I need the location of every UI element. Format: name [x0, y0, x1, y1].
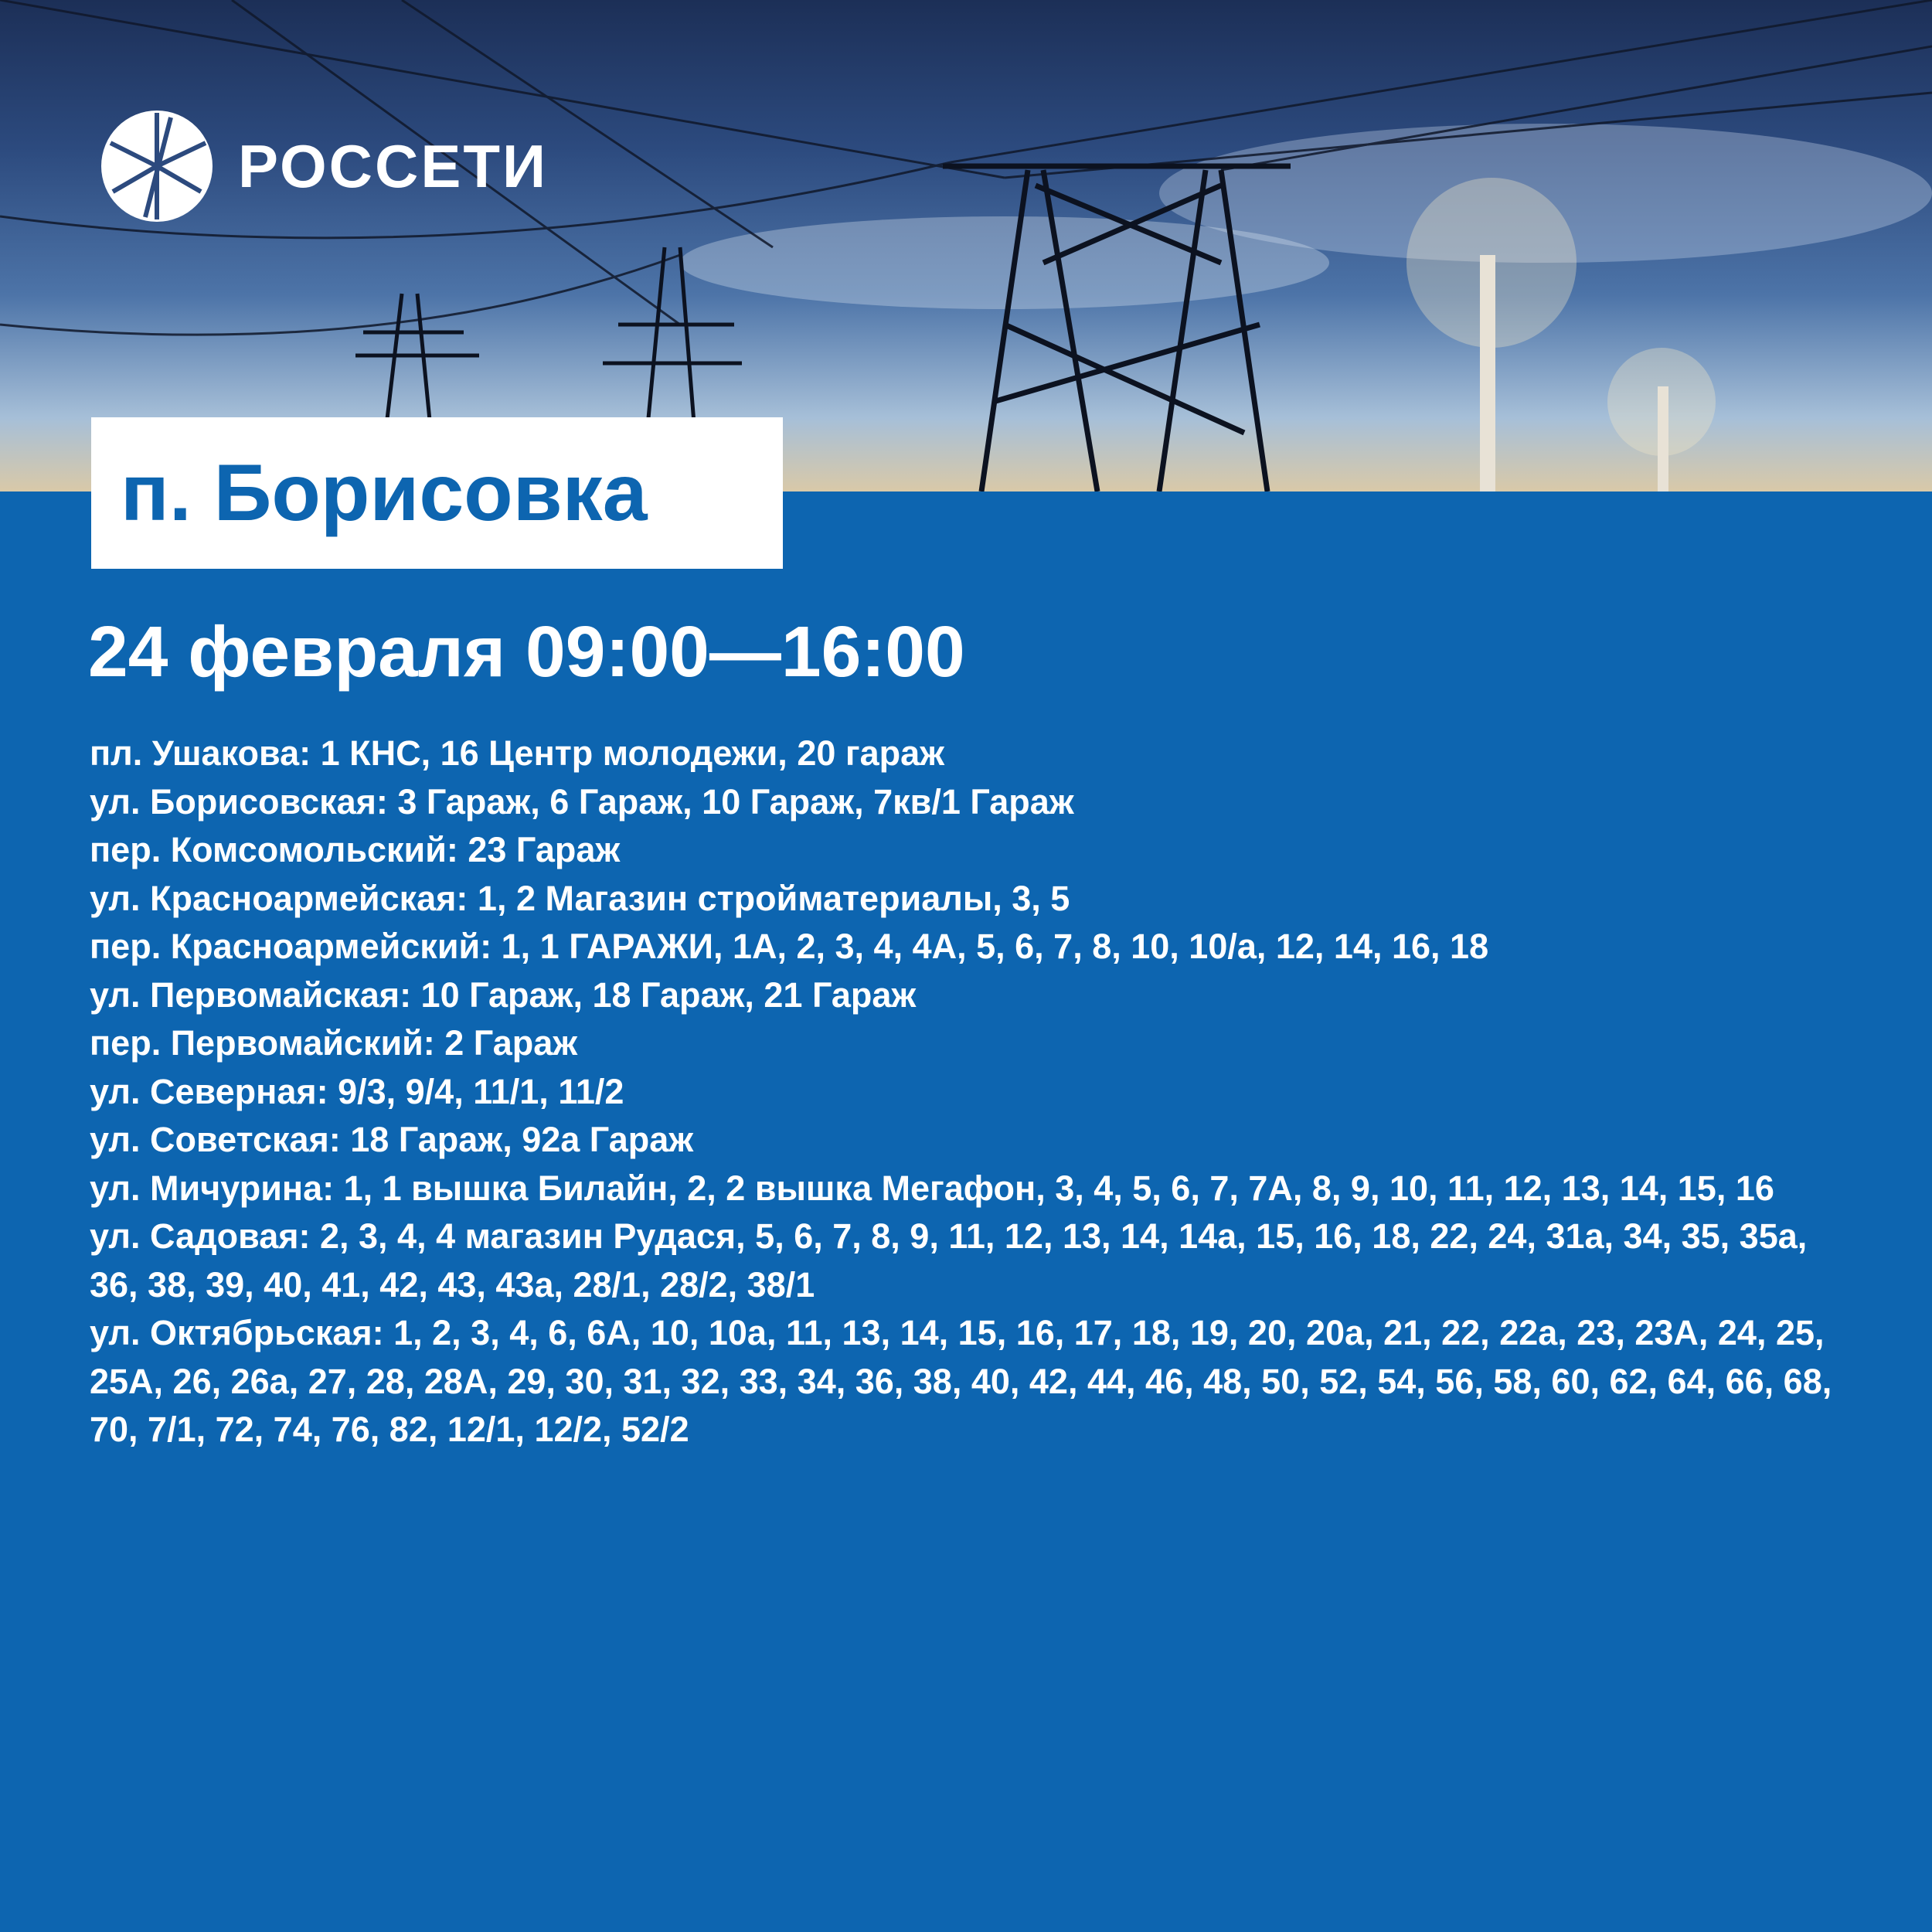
place-title-box [91, 417, 783, 569]
address-item: ул. Первомайская: 10 Гараж, 18 Гараж, 21 Гараж [90, 975, 917, 1015]
address-item: ул. Садовая: 2, 3, 4, 4 магазин Рудася, 5, 6, 7, 8, 9, 11, 12, 13, 14, 14а, 15, 16, 18, 22, 24, 31а, 34, 35, 35а, 36, 38, 39, 40, 41, 42, 43, 43а, 28/1, 28/2, 38/1 [90, 1216, 1808, 1304]
rosseti-logo-icon [99, 108, 215, 224]
address-list [90, 730, 1852, 1454]
address-item: ул. Северная: 9/3, 9/4, 11/1, 11/2 [90, 1071, 624, 1111]
address-item: пер. Красноармейский: 1, 1 ГАРАЖИ, 1А, 2, 3, 4, 4А, 5, 6, 7, 8, 10, 10/а, 12, 14, 16, 18 [90, 927, 1489, 966]
outage-date-time: 24 февраля 09:00—16:00 [88, 611, 965, 692]
address-item: пл. Ушакова: 1 КНС, 16 Центр молодежи, 20 гараж [90, 733, 945, 773]
address-item: ул. Мичурина: 1, 1 вышка Билайн, 2, 2 вышка Мегафон, 3, 4, 5, 6, 7, 7А, 8, 9, 10, 11, 12, 13, 14, 15, 16 [90, 1168, 1774, 1208]
brand-logo [99, 108, 548, 224]
address-item: пер. Комсомольский: 23 Гараж [90, 830, 621, 869]
place-title: п. Борисовка [121, 447, 648, 538]
address-item: пер. Первомайский: 2 Гараж [90, 1023, 578, 1063]
logo-wordmark: РОССЕТИ [238, 131, 549, 200]
address-item: ул. Октябрьская: 1, 2, 3, 4, 6, 6А, 10, 10а, 11, 13, 14, 15, 16, 17, 18, 19, 20, 20а, 21, 22, 22а, 23, 23А, 24, 25, 25А, 26, 26а, 27, 28, 28А, 29, 30, 31, 32, 33, 34, 36, 38, 40, 42, 44, 46, 48, 50, 52, 54, 56, 58, 60, 62, 64, 66, 68, 70, 7/1, 72, 74, 76, 82, 12/1, 12/2, 52/2 [90, 1313, 1832, 1449]
address-item: ул. Красноармейская: 1, 2 Магазин стройматериалы, 3, 5 [90, 878, 1070, 918]
address-item: ул. Борисовская: 3 Гараж, 6 Гараж, 10 Гараж, 7кв/1 Гараж [90, 781, 1074, 821]
address-item: ул. Советская: 18 Гараж, 92а Гараж [90, 1120, 694, 1159]
